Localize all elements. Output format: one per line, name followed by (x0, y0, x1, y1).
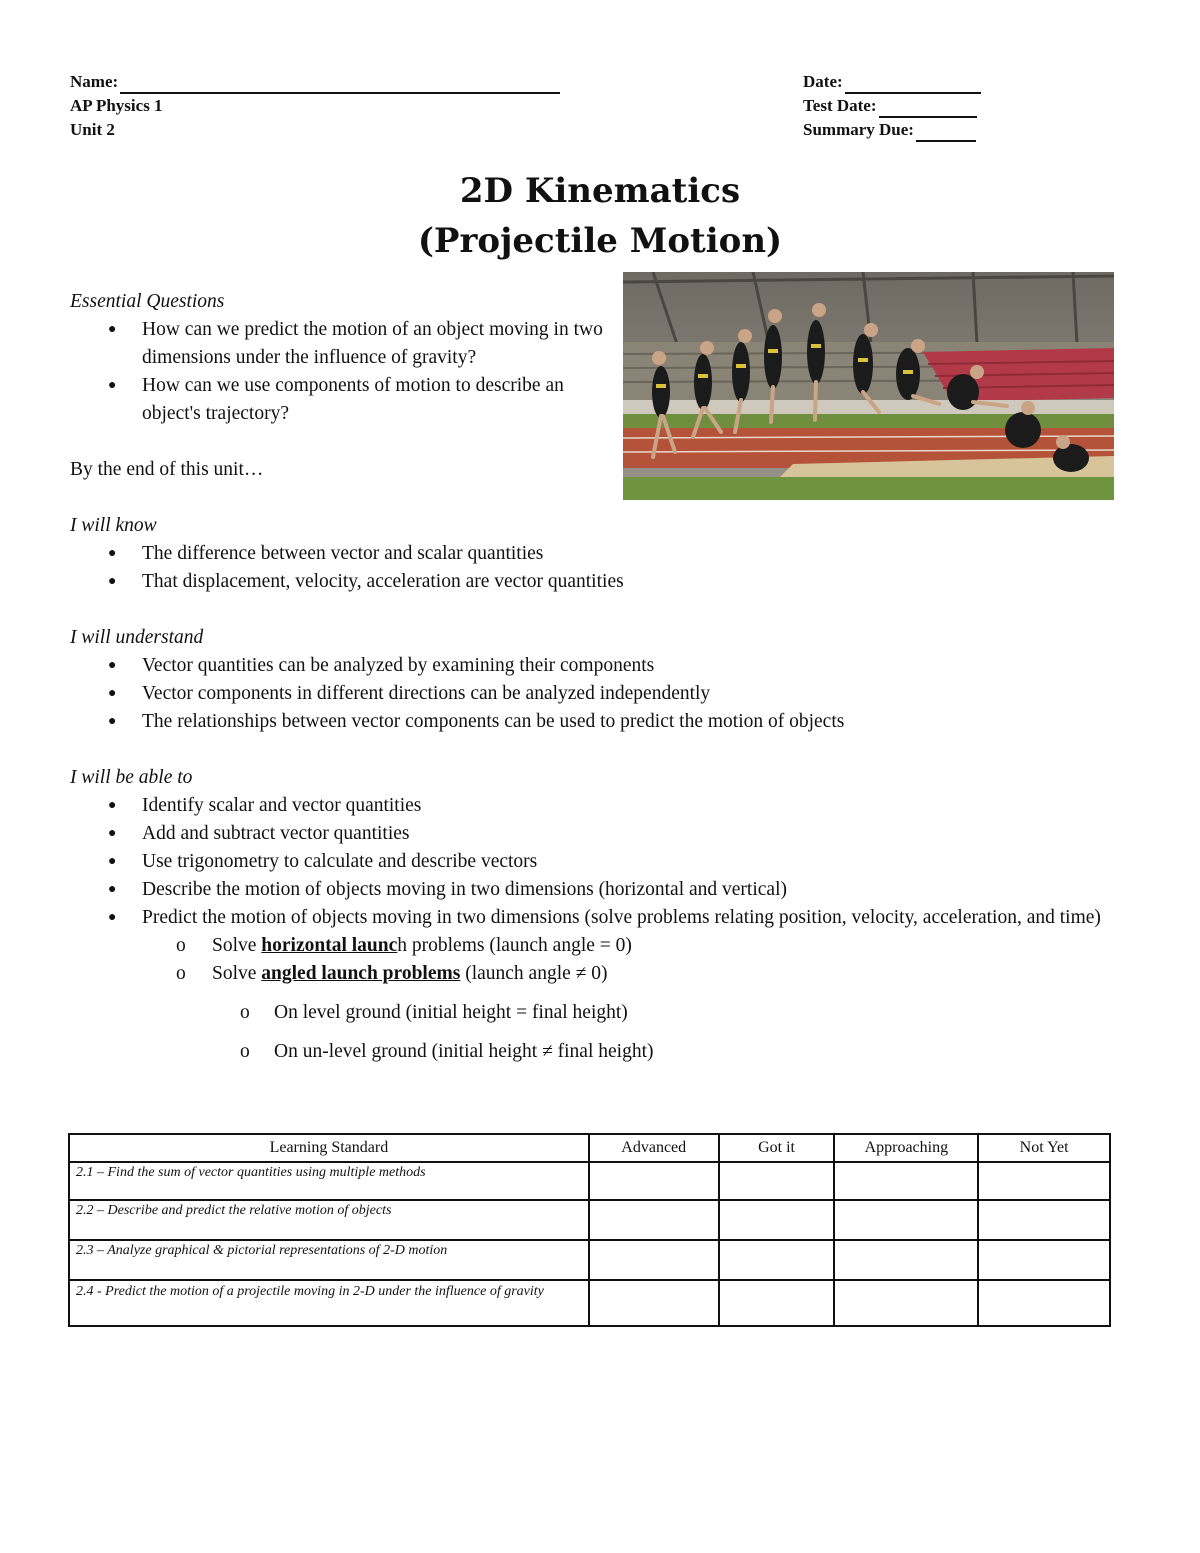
page-title (0, 166, 1200, 266)
standard-cell: 2.4 - Predict the motion of a projectile moving in 2-D under the influence of gravity (69, 1280, 589, 1326)
rating-cell[interactable] (589, 1240, 719, 1280)
list-item: ● The relationships between vector components can be used to predict the motion of objects (70, 708, 1150, 736)
list-item: o Solve horizontal launch problems (launch angle = 0) (70, 932, 1150, 960)
understand-list (70, 652, 1150, 736)
summary-due-label: Summary Due: (803, 120, 914, 139)
rating-cell[interactable] (589, 1162, 719, 1200)
rating-cell[interactable] (834, 1162, 978, 1200)
column-header: Not Yet (978, 1134, 1110, 1162)
intro-text: By the end of this unit… (70, 459, 264, 480)
column-header: Learning Standard (69, 1134, 589, 1162)
list-item: ● Describe the motion of objects moving in two dimensions (horizontal and vertical) (70, 876, 1150, 904)
column-header: Got it (719, 1134, 835, 1162)
rating-cell[interactable] (978, 1162, 1110, 1200)
list-item: o Solve angled launch problems (launch angle ≠ 0) (70, 960, 1150, 988)
table-row (69, 1162, 1110, 1200)
rating-cell[interactable] (719, 1200, 835, 1240)
title-line-2: (Projectile Motion) (417, 221, 783, 261)
table-header-row (69, 1134, 1110, 1162)
list-item: o On level ground (initial height = final height) (70, 999, 1150, 1027)
unit-label: Unit 2 (70, 120, 115, 139)
list-item: ● That displacement, velocity, acceleration are vector quantities (70, 568, 1150, 596)
list-item: ● Predict the motion of objects moving in two dimensions (solve problems relating position, velocity, acceleration, and time) (70, 904, 1150, 932)
list-item: ● Identify scalar and vector quantities (70, 792, 1150, 820)
rating-cell[interactable] (719, 1162, 835, 1200)
rating-cell[interactable] (978, 1240, 1110, 1280)
summary-due-blank[interactable] (916, 122, 976, 142)
standard-cell: 2.3 – Analyze graphical & pictorial representations of 2-D motion (69, 1240, 589, 1280)
date-blank[interactable] (845, 74, 981, 94)
list-item: o On un-level ground (initial height ≠ final height) (70, 1038, 1150, 1066)
rating-cell[interactable] (978, 1280, 1110, 1326)
test-date-blank[interactable] (879, 98, 977, 118)
rating-cell[interactable] (834, 1280, 978, 1326)
title-line-1: 2D Kinematics (459, 171, 741, 211)
list-item: ● The difference between vector and scalar quantities (70, 540, 1150, 568)
learning-standards-table (68, 1133, 1111, 1327)
rating-cell[interactable] (589, 1200, 719, 1240)
rating-cell[interactable] (834, 1240, 978, 1280)
standard-cell: 2.2 – Describe and predict the relative motion of objects (69, 1200, 589, 1240)
column-header: Advanced (589, 1134, 719, 1162)
list-item: ● Vector components in different directions can be analyzed independently (70, 680, 1150, 708)
name-label: Name: (70, 72, 119, 91)
course-label: AP Physics 1 (70, 96, 163, 115)
essential-questions-heading: Essential Questions (70, 291, 225, 312)
able-subsublist (70, 999, 1150, 1066)
rating-cell[interactable] (834, 1200, 978, 1240)
header-left (70, 70, 560, 142)
standard-cell: 2.1 – Find the sum of vector quantities using multiple methods (69, 1162, 589, 1200)
able-list (70, 792, 1150, 932)
able-heading: I will be able to (70, 767, 193, 788)
essential-questions-list (70, 316, 610, 428)
column-header: Approaching (834, 1134, 978, 1162)
understand-heading: I will understand (70, 627, 204, 648)
table-row (69, 1240, 1110, 1280)
able-sublist (70, 932, 1150, 988)
test-date-label: Test Date: (803, 96, 877, 115)
table-row (69, 1200, 1110, 1240)
list-item: ● Vector quantities can be analyzed by examining their components (70, 652, 1150, 680)
date-label: Date: (803, 72, 843, 91)
know-list (70, 540, 1150, 596)
list-item: ● How can we predict the motion of an object moving in two dimensions under the influence of gravity? (70, 316, 610, 372)
name-blank[interactable] (120, 74, 560, 94)
list-item: ● How can we use components of motion to describe an object's trajectory? (70, 372, 610, 428)
rating-cell[interactable] (719, 1240, 835, 1280)
table-row (69, 1280, 1110, 1326)
rating-cell[interactable] (719, 1280, 835, 1326)
list-item: ● Use trigonometry to calculate and describe vectors (70, 848, 1150, 876)
know-heading: I will know (70, 515, 157, 536)
rating-cell[interactable] (978, 1200, 1110, 1240)
rating-cell[interactable] (589, 1280, 719, 1326)
main-content (70, 288, 1150, 1066)
list-item: ● Add and subtract vector quantities (70, 820, 1150, 848)
header-right (803, 70, 981, 142)
